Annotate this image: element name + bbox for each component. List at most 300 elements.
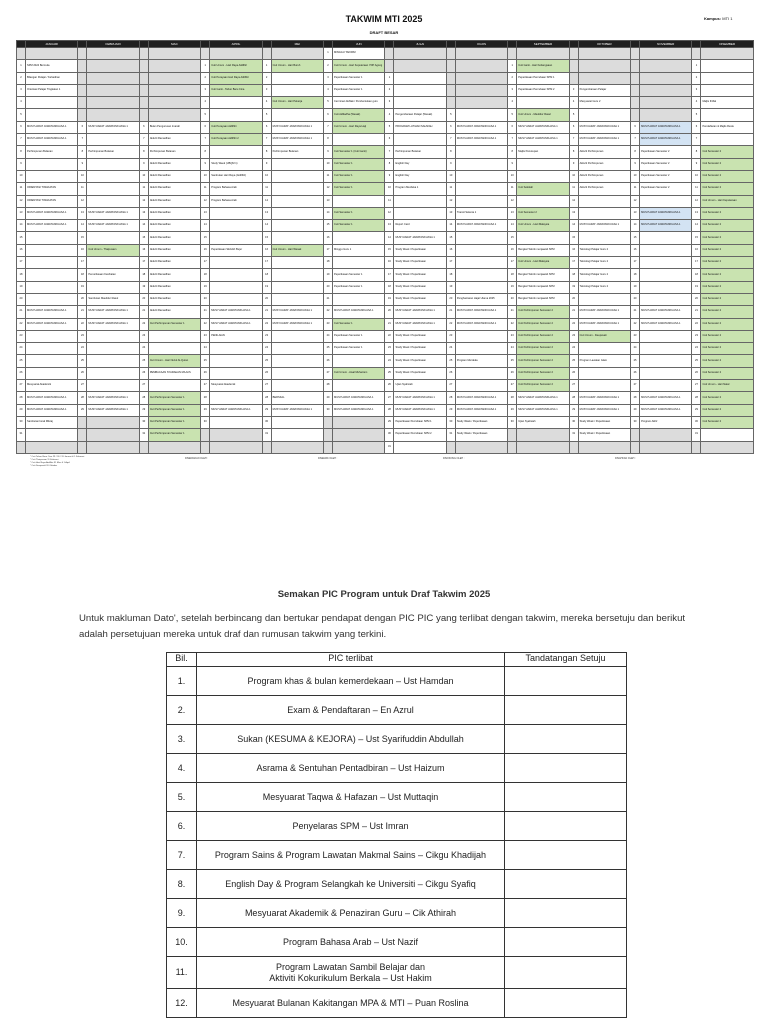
calendar-event: Study Week / Peperiksaan [394,244,446,256]
calendar-body [17,48,754,454]
calendar-event: Ujian Syahsiah [394,380,446,392]
day-number: 14 [17,220,26,232]
signature-cell[interactable] [505,957,627,989]
day-number: 12 [446,195,455,207]
calendar-event: Bilangan Pelajar / Kehadiran [26,72,78,84]
calendar-row [17,343,754,355]
day-number: 15 [569,232,578,244]
calendar-event [333,441,385,454]
calendar-event: Cuti Semester 2 [701,158,754,170]
day-number: 18 [569,269,578,281]
day-number: 10 [631,170,640,182]
calendar-event [210,343,262,355]
calendar-event [210,97,262,109]
day-number [569,48,578,60]
day-number: 13 [78,207,87,219]
day-number: 27 [692,380,701,392]
calendar-event: Study Week / Peperiksaan [455,429,507,441]
day-number: 27 [446,380,455,392]
day-number: 9 [78,158,87,170]
calendar-event: Cuti Semester 2 [701,183,754,195]
day-number: 11 [446,183,455,195]
calendar-event [210,109,262,121]
calendar-event: MUSYUARAT JAWATANKUASA 1 [26,306,78,318]
month-day-header [324,41,333,48]
day-number: 26 [201,367,210,379]
day-number: 28 [692,392,701,404]
day-number: 30 [569,416,578,428]
day-number: 10 [569,170,578,182]
calendar-event: Cuti Umum - Awal Muharram [333,367,385,379]
table-row [167,783,627,812]
day-number: 27 [139,380,148,392]
day-number: 24 [324,330,333,342]
calendar-event [26,97,78,109]
day-number: 30 [17,416,26,428]
day-number: 29 [262,404,271,416]
calendar-event [271,109,323,121]
calendar-event [148,330,200,342]
day-number: 22 [508,318,517,330]
day-number: 31 [139,429,148,441]
day-number: 11 [17,183,26,195]
day-number: 13 [324,195,333,207]
day-number: 30 [508,416,517,428]
signature-cell[interactable] [505,841,627,870]
day-number: 12 [201,195,210,207]
calendar-event: Cuti Semester 1 [333,170,385,182]
calendar-event [333,429,385,441]
day-number: 25 [78,355,87,367]
day-number: 6 [631,121,640,133]
pic-name: Mesyuarat Taqwa & Hafazan – Ust Muttaqin [197,783,505,812]
calendar-event [87,158,139,170]
day-number: 22 [139,318,148,330]
table-row [167,957,627,989]
calendar-event: MUSYUARAT JAWATANKUASA 1 [394,392,446,404]
calendar-event [271,416,323,428]
calendar-event: Cuti Perhimpunan Semester 1 [148,416,200,428]
day-number: 15 [385,244,394,256]
day-number: 27 [631,380,640,392]
calendar-event: Program Lawatan Islam [578,355,630,367]
calendar-event [210,146,262,158]
calendar-event [271,281,323,293]
calendar-notes: * Cuti Tahun Baru Cina 29 / 30 / 31 Januari & 1 Februari * Cuti Thaipusam 11 Februari * Cuti Hari Raya Aidilfitri 31 Mac & 1 April * Cuti Deepavali 20 Oktober [30,456,85,467]
day-number [262,48,271,60]
calendar-event [210,367,262,379]
calendar-event: MUSYUARAT JAWATANKUASA 1 [26,121,78,133]
day-number: 24 [139,343,148,355]
calendar-event: Cerminan Akhlak / Pembentukan guru [333,97,385,109]
month-header: JUN [333,41,385,48]
day-number: 29 [201,404,210,416]
pic-number: 6. [167,812,197,841]
day-number: 8 [139,146,148,158]
day-number: 23 [569,330,578,342]
calendar-event: Cuti Semester 2 [701,306,754,318]
day-number: 20 [78,293,87,305]
day-number [446,84,455,96]
day-number: 21 [201,306,210,318]
calendar-event: Cuti Ganti - Tahun Baru Cina [210,84,262,96]
calendar-event [210,232,262,244]
day-number: 18 [201,269,210,281]
day-number: 28 [508,392,517,404]
day-number: 30 [262,416,271,428]
calendar-event: Aktiviti Ramadhan [148,195,200,207]
calendar-event [701,109,754,121]
signature-cell[interactable] [505,812,627,841]
calendar-event [271,257,323,269]
calendar-event [26,269,78,281]
day-number: 28 [569,392,578,404]
day-number: 8 [201,146,210,158]
day-number: 9 [569,158,578,170]
day-number: 20 [17,293,26,305]
calendar-event [517,195,569,207]
month-header: APRIL [210,41,262,48]
day-number: 23 [201,330,210,342]
day-number: 16 [78,244,87,256]
day-number: 12 [262,195,271,207]
pic-table-body [167,667,627,1018]
month-day-header [139,41,148,48]
signature-cell[interactable] [505,754,627,783]
day-number [139,48,148,60]
day-number: 30 [385,429,394,441]
calendar-event: Teknologi Pelajar Guru 2 [578,281,630,293]
calendar-event: Cuti Umum - Hari Raya Haji [333,121,385,133]
day-number: 11 [78,183,87,195]
calendar-event: Cuti Perhimpunan Semester 2 [517,380,569,392]
signature-cell[interactable] [505,870,627,899]
calendar-event: Program Bahasa Arab [210,183,262,195]
day-number: 6 [201,121,210,133]
day-number [631,48,640,60]
signature-supported: DISOKONG OLEH : [443,457,465,460]
day-number: 10 [262,170,271,182]
calendar-event: MUSYUARAT JAWATANKUASA 1 [26,318,78,330]
day-number: 21 [385,318,394,330]
day-number [631,97,640,109]
day-number: 17 [78,257,87,269]
day-number: 17 [139,257,148,269]
calendar-event [271,343,323,355]
day-number: 22 [446,318,455,330]
calendar-event: Cuti Perayaan Aidilfitri [210,121,262,133]
day-number: 10 [446,170,455,182]
day-number: 8 [385,158,394,170]
day-number: 24 [385,355,394,367]
day-number [446,441,455,454]
calendar-table [16,40,754,454]
day-number: 16 [446,244,455,256]
calendar-event: MUSYUARAT JAWATANKUASA 1 [210,404,262,416]
calendar-event [640,330,692,342]
calendar-event: MUSYUARAT JAWATANKUASA 1 [578,318,630,330]
signature-cell[interactable] [505,667,627,696]
calendar-event [87,281,139,293]
calendar-event [210,416,262,428]
pic-name: Asrama & Sentuhan Pentadbiran – Ust Haizum [197,754,505,783]
calendar-event [333,257,385,269]
calendar-event: MUSYUARAT JAWATANKUASA 1 [394,232,446,244]
day-number: 12 [692,195,701,207]
calendar-event [26,355,78,367]
calendar-event [517,232,569,244]
day-number: 13 [446,207,455,219]
day-number: 16 [17,244,26,256]
day-number: 7 [508,134,517,146]
signature-cell[interactable] [505,725,627,754]
day-number [324,416,333,428]
calendar-event: Cuti Perhimpunan Semester 2 [517,343,569,355]
day-number: 1 [692,60,701,72]
day-number: 7 [324,121,333,133]
signature-cell[interactable] [505,989,627,1018]
calendar-event [578,60,630,72]
calendar-row [17,281,754,293]
day-number [631,60,640,72]
calendar-event: Cuti Semester 1 [333,183,385,195]
day-number: 22 [324,306,333,318]
calendar-event: Bengkel Teknik menjawab SPM [517,281,569,293]
day-number: 11 [262,183,271,195]
day-number: 20 [692,293,701,305]
calendar-event [148,343,200,355]
calendar-event [271,269,323,281]
calendar-event: MUSYUARAT JAWATANKUASA 1 [517,134,569,146]
calendar-event: Cuti Perhimpunan Semester 2 [517,306,569,318]
day-number: 25 [139,355,148,367]
calendar-event: Cuti Umum - Thaipusam [87,244,139,256]
day-number: 16 [508,244,517,256]
calendar-event [26,343,78,355]
day-number: 28 [385,404,394,416]
day-number [324,441,333,454]
calendar-event: MUSYUARAT JAWATANKUASA 1 [271,134,323,146]
day-number: 14 [324,207,333,219]
calendar-event [455,158,507,170]
calendar-event [455,367,507,379]
calendar-event [26,367,78,379]
day-number: 4 [262,97,271,109]
day-number: 31 [569,429,578,441]
calendar-event: Peperiksaan Semester 2 [640,146,692,158]
calendar-event: Study Week / Peperiksaan [394,330,446,342]
calendar-event: Ujian Syahsiah [517,416,569,428]
calendar-event [26,293,78,305]
signature-cell[interactable] [505,928,627,957]
day-number: 25 [385,367,394,379]
calendar-event: Cuti Perhimpunan Semester 1 [148,392,200,404]
calendar-event: Aktiviti Perhimpunan [578,146,630,158]
day-number: 3 [508,84,517,96]
signature-reviewed: DISEMAK OLEH : [318,457,338,460]
day-number: 17 [201,257,210,269]
day-number: 22 [692,318,701,330]
calendar-event: Bengkel Teknik menjawab SPM [517,269,569,281]
calendar-event: Bulan Pengurusan Imarah [148,121,200,133]
calendar-event: English Day [394,170,446,182]
day-number: 13 [262,207,271,219]
day-number: 29 [139,404,148,416]
day-number: 16 [692,244,701,256]
calendar-row [17,441,754,454]
calendar-event: Cuti Umum - Deepavali [578,330,630,342]
calendar-event: Cuti Perhimpunan Semester 2 [517,355,569,367]
day-number: 13 [631,207,640,219]
day-number: 23 [631,330,640,342]
day-number: 15 [324,220,333,232]
calendar-event: Study Week (UBQM 1) [210,158,262,170]
day-number: 8 [262,146,271,158]
calendar-event [455,244,507,256]
calendar-event: Peperiksaan SEGAK Bujur [210,244,262,256]
calendar-event: MUSYUARAT JAWATANKUASA 1 [26,220,78,232]
pic-name: Mesyuarat Akademik & Penaziran Guru – Cik Athirah [197,899,505,928]
day-number: 14 [262,220,271,232]
day-number: 24 [17,343,26,355]
day-number: 6 [692,121,701,133]
calendar-event [578,72,630,84]
calendar-event: Aktiviti Ramadhan [148,257,200,269]
calendar-event [26,158,78,170]
calendar-event: Program Bahasa Arab [210,195,262,207]
calendar-event: MUSYUARAT JAWATANKUASA 1 [455,404,507,416]
section-title: Semakan PIC Program untuk Draf Takwim 2025 [277,589,491,600]
calendar-event [271,220,323,232]
day-number: 1 [324,48,333,60]
day-number: 17 [569,257,578,269]
calendar-event [640,281,692,293]
calendar-month-header [17,41,754,48]
calendar-event [87,330,139,342]
pic-name: Program Lawatan Sambil Belajar dan Aktiviti Kokurikulum Berkala – Ust Hakim [197,957,505,989]
calendar-event: Aktiviti Ramadhan [148,134,200,146]
calendar-event [701,134,754,146]
calendar-event: PENILAIAN [210,330,262,342]
day-number: 17 [446,257,455,269]
pic-number: 10. [167,928,197,957]
signature-cell[interactable] [505,899,627,928]
month-header: SEPTEMBER [517,41,569,48]
calendar-event [455,380,507,392]
calendar-event [640,343,692,355]
calendar-event: MUSYUARAT JAWATANKUASA 1 [271,306,323,318]
calendar-row [17,416,754,428]
calendar-event: ORIENTASI TINGKATAN [26,183,78,195]
day-number: 24 [262,343,271,355]
calendar-event: Study Week / Peperiksaan [394,257,446,269]
day-number: 5 [446,109,455,121]
calendar-event: Peperiksaan Percubaan SPM 2 [517,84,569,96]
day-number [631,84,640,96]
calendar-event [455,195,507,207]
calendar-event: Mesyuarat Guru 2 [578,97,630,109]
calendar-event: Peperiksaan Semester 2 [640,183,692,195]
calendar-event [640,60,692,72]
calendar-event [640,244,692,256]
calendar-event: PEMBACAAN SYARAHAN MAJLIS [148,367,200,379]
calendar-event: Program Merdeka 1 [394,183,446,195]
calendar-event: Penghantaran Hajat Ulama 2025 [455,293,507,305]
month-day-header [201,41,210,48]
signature-cell[interactable] [505,783,627,812]
calendar-event [578,380,630,392]
day-number: 6 [385,134,394,146]
month-header: JANUARI [26,41,78,48]
day-number: 28 [17,392,26,404]
calendar-row [17,84,754,96]
day-number: 3 [324,72,333,84]
day-number: 6 [324,109,333,121]
day-number: 22 [201,318,210,330]
calendar-event [701,48,754,60]
month-day-header [262,41,271,48]
month-day-header [385,41,394,48]
day-number: 26 [385,380,394,392]
day-number: 23 [692,330,701,342]
day-number: 8 [17,146,26,158]
calendar-event: Cuti Semester 1 [333,318,385,330]
calendar-event [271,158,323,170]
day-number: 15 [446,232,455,244]
calendar-event [148,441,200,454]
calendar-event: MUSYUARAT JAWATANKUASA 1 [26,207,78,219]
calendar-event [26,330,78,342]
calendar-row [17,220,754,232]
day-number: 14 [78,220,87,232]
pic-number: 1. [167,667,197,696]
month-day-header [631,41,640,48]
calendar-event: MUSYUARAT JAWATANKUASA 1 [578,134,630,146]
day-number: 20 [569,293,578,305]
day-number: 24 [631,343,640,355]
day-number: 26 [569,367,578,379]
day-number: 18 [324,257,333,269]
signature-cell[interactable] [505,696,627,725]
calendar-event: Cuti Semester 2 [701,355,754,367]
day-number: 25 [446,355,455,367]
day-number: 28 [324,380,333,392]
calendar-row [17,318,754,330]
pic-number: 2. [167,696,197,725]
calendar-event [210,48,262,60]
day-number [569,441,578,454]
day-number: 15 [508,232,517,244]
day-number: 6 [17,121,26,133]
pic-table [166,652,627,1018]
day-number [631,441,640,454]
day-number: 25 [201,355,210,367]
day-number: 7 [139,134,148,146]
day-number [17,48,26,60]
calendar-event [640,109,692,121]
day-number [139,109,148,121]
table-row [167,989,627,1018]
calendar-event: Cuti Semester 2 [517,207,569,219]
calendar-event [394,72,446,84]
day-number [446,97,455,109]
calendar-event: Aktiviti Ramadhan [148,220,200,232]
day-number: 29 [385,416,394,428]
day-number: 6 [139,121,148,133]
day-number: 31 [446,429,455,441]
day-number: 26 [508,367,517,379]
calendar-row [17,207,754,219]
